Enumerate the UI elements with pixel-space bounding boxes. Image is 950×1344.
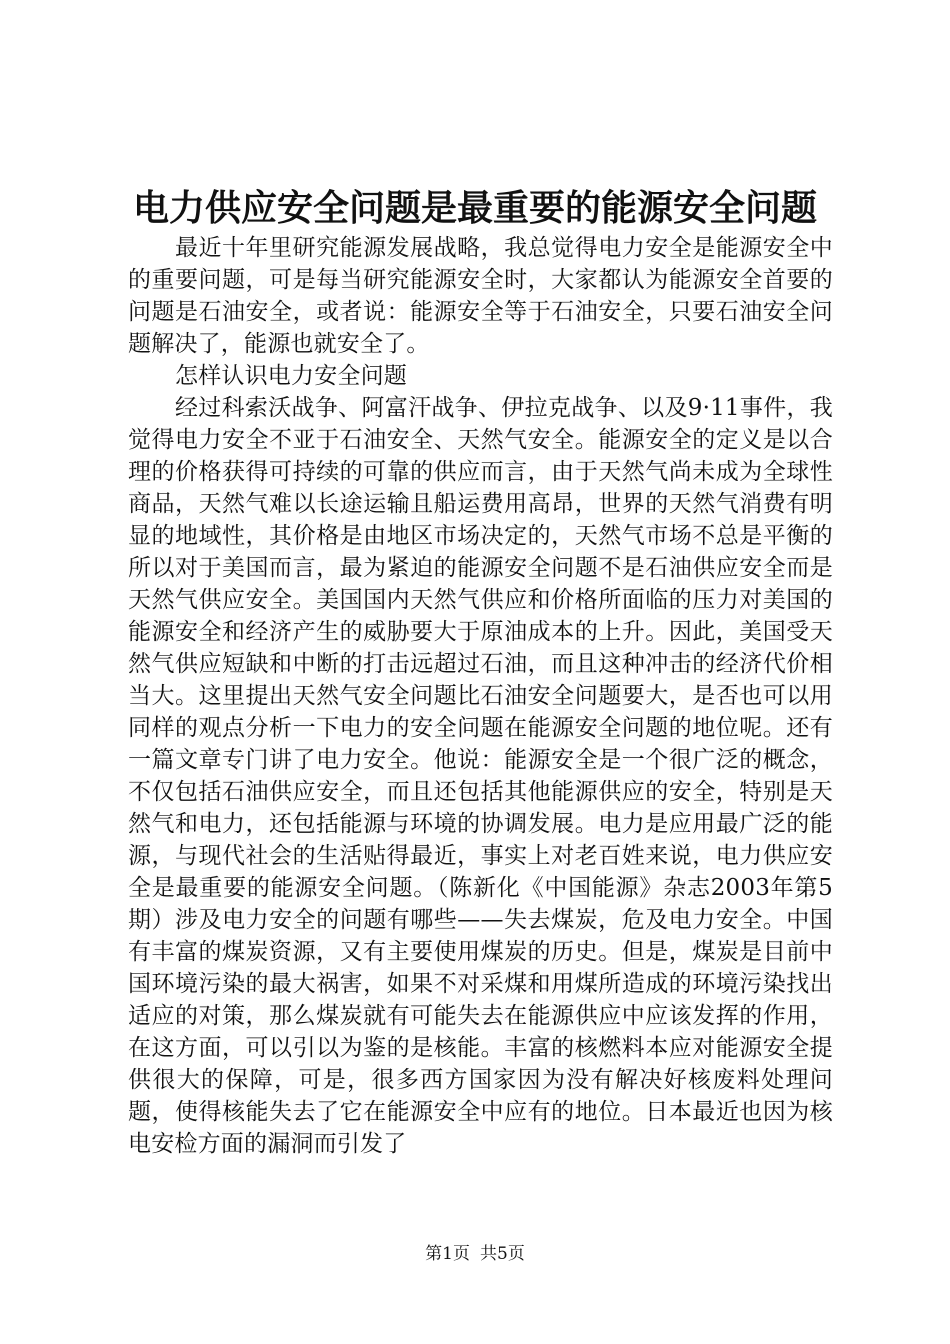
page-number: 第1页 <box>425 1244 470 1264</box>
paragraph-main: 经过科索沃战争、阿富汗战争、伊拉克战争、以及9·11事件，我觉得电力安全不亚于石油安全、天然气安全。能源安全的定义是以合理的价格获得可持续的可靠的供应而言，由于天然气尚未成为全球性商品，天然气难以长途运输且船运费用高昂，世界的天然气消费有明显的地域性，其价格是由地区市场决定的，天然气市场不总是平衡的所以对于美国而言，最为紧迫的能源安全问题不是石油供应安全而是天然气供应安全。美国国内天然气供应和价格所面临的压力对美国的能源安全和经济产生的威胁要大于原油成本的上升。因此，美国受天然气供应短缺和中断的打击远超过石油，而且这种冲击的经济代价相当大。这里提出天然气安全问题比石油安全问题要大，是否也可以用同样的观点分析一下电力的安全问题在能源安全问题的地位呢。还有一篇文章专门讲了电力安全。他说：能源安全是一个很广泛的概念，不仅包括石油供应安全，而且还包括其他能源供应的安全，特别是天然气和电力，还包括能源与环境的协调发展。电力是应用最广泛的能源，与现代社会的生活贴得最近，事实上对老百姓来说，电力供应安全是最重要的能源安全问题。（陈新化《中国能源》杂志2003年第5期）涉及电力安全的问题有哪些——失去煤炭，危及电力安全。中国有丰富的煤炭资源，又有主要使用煤炭的历史。但是，煤炭是目前中国环境污染的最大祸害，如果不对采煤和用煤所造成的环境污染找出适应的对策，那么煤炭就有可能失去在能源供应中应该发挥的作用，在这方面，可以引以为鉴的是核能。丰富的核燃料本应对能源安全提供很大的保障，可是，很多西方国家因为没有解决好核废料处理问题，使得核能失去了它在能源安全中应有的地位。日本最近也因为核电安检方面的漏洞而引发了 <box>128 395 833 1157</box>
document-title: 电力供应安全问题是最重要的能源安全问题 <box>132 187 817 229</box>
page-footer <box>0 1242 950 1266</box>
page-total: 共5页 <box>480 1244 525 1264</box>
section-heading: 怎样认识电力安全问题 <box>175 363 407 389</box>
paragraph-intro: 最近十年里研究能源发展战略，我总觉得电力安全是能源安全中的重要问题，可是每当研究能源安全时，大家都认为能源安全首要的问题是石油安全，或者说：能源安全等于石油安全，只要石油安全问题解决了，能源也就安全了。 <box>128 235 833 357</box>
document-body <box>128 232 833 1160</box>
